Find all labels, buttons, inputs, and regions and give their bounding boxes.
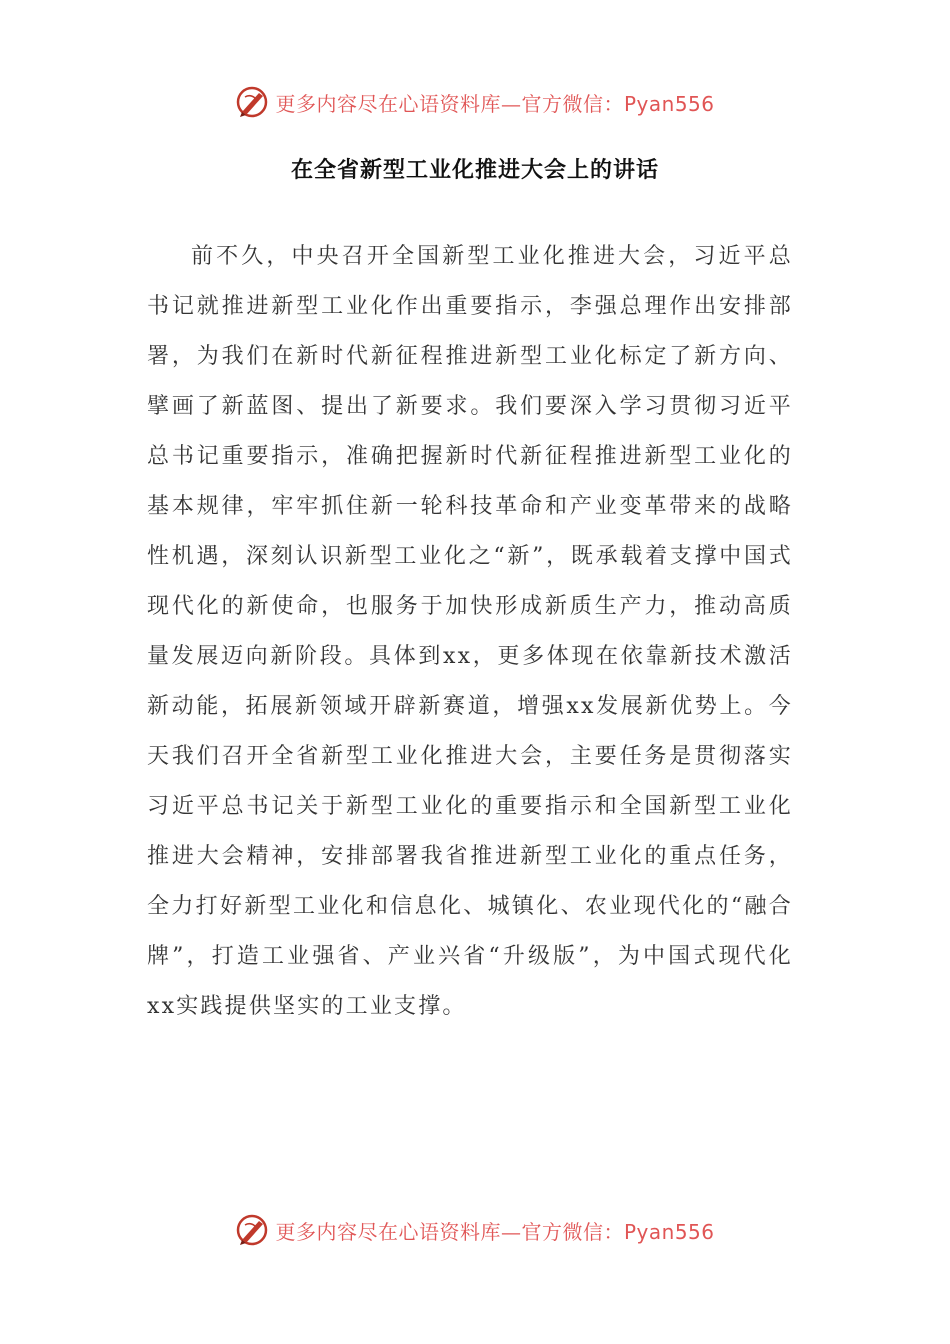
speech-paragraph: 前不久，中央召开全国新型工业化推进大会，习近平总书记就推进新型工业化作出重要指示，李强总理作出安排部署，为我们在新时代新征程推进新型工业化标定了新方向、擘画了新蓝图、提出了新要求。我们要深入学习贯彻习近平总书记重要指示，准确把握新时代新征程推进新型工业化的基本规律，牢牢抓住新一轮科技革命和产业变革带来的战略性机遇，深刻认识新型工业化之“新”，既承载着支撑中国式现代化的新使命，也服务于加快形成新质生产力，推动高质量发展迈向新阶段。具体到xx，更多体现在依靠新技术激活新动能，拓展新领域开辟新赛道，增强xx发展新优势上。今天我们召开全省新型工业化推进大会，主要任务是贯彻落实习近平总书记关于新型工业化的重要指示和全国新型工业化推进大会精神，安排部署我省推进新型工业化的重点任务，全力打好新型工业化和信息化、城镇化、农业现代化的“融合牌”，打造工业强省、产业兴省“升级版”，为中国式现代化xx实践提供坚实的工业支撑。 <box>147 244 793 1019</box>
document-title: 在全省新型工业化推进大会上的讲话 <box>290 158 659 183</box>
header-banner <box>0 82 950 122</box>
footer-banner <box>0 1210 950 1250</box>
footer-banner-content <box>235 1213 714 1247</box>
footer-banner-text: 更多内容尽在心语资料库—官方微信：Pyan556 <box>275 1219 715 1244</box>
pen-circle-logo-icon <box>235 1213 269 1247</box>
header-banner-content <box>235 85 714 119</box>
header-wechat-handle: Pyan556 <box>623 91 715 116</box>
footer-wechat-handle: Pyan556 <box>623 1219 715 1244</box>
pen-circle-logo-icon <box>235 85 269 119</box>
header-banner-text: 更多内容尽在心语资料库—官方微信：Pyan556 <box>275 91 715 116</box>
